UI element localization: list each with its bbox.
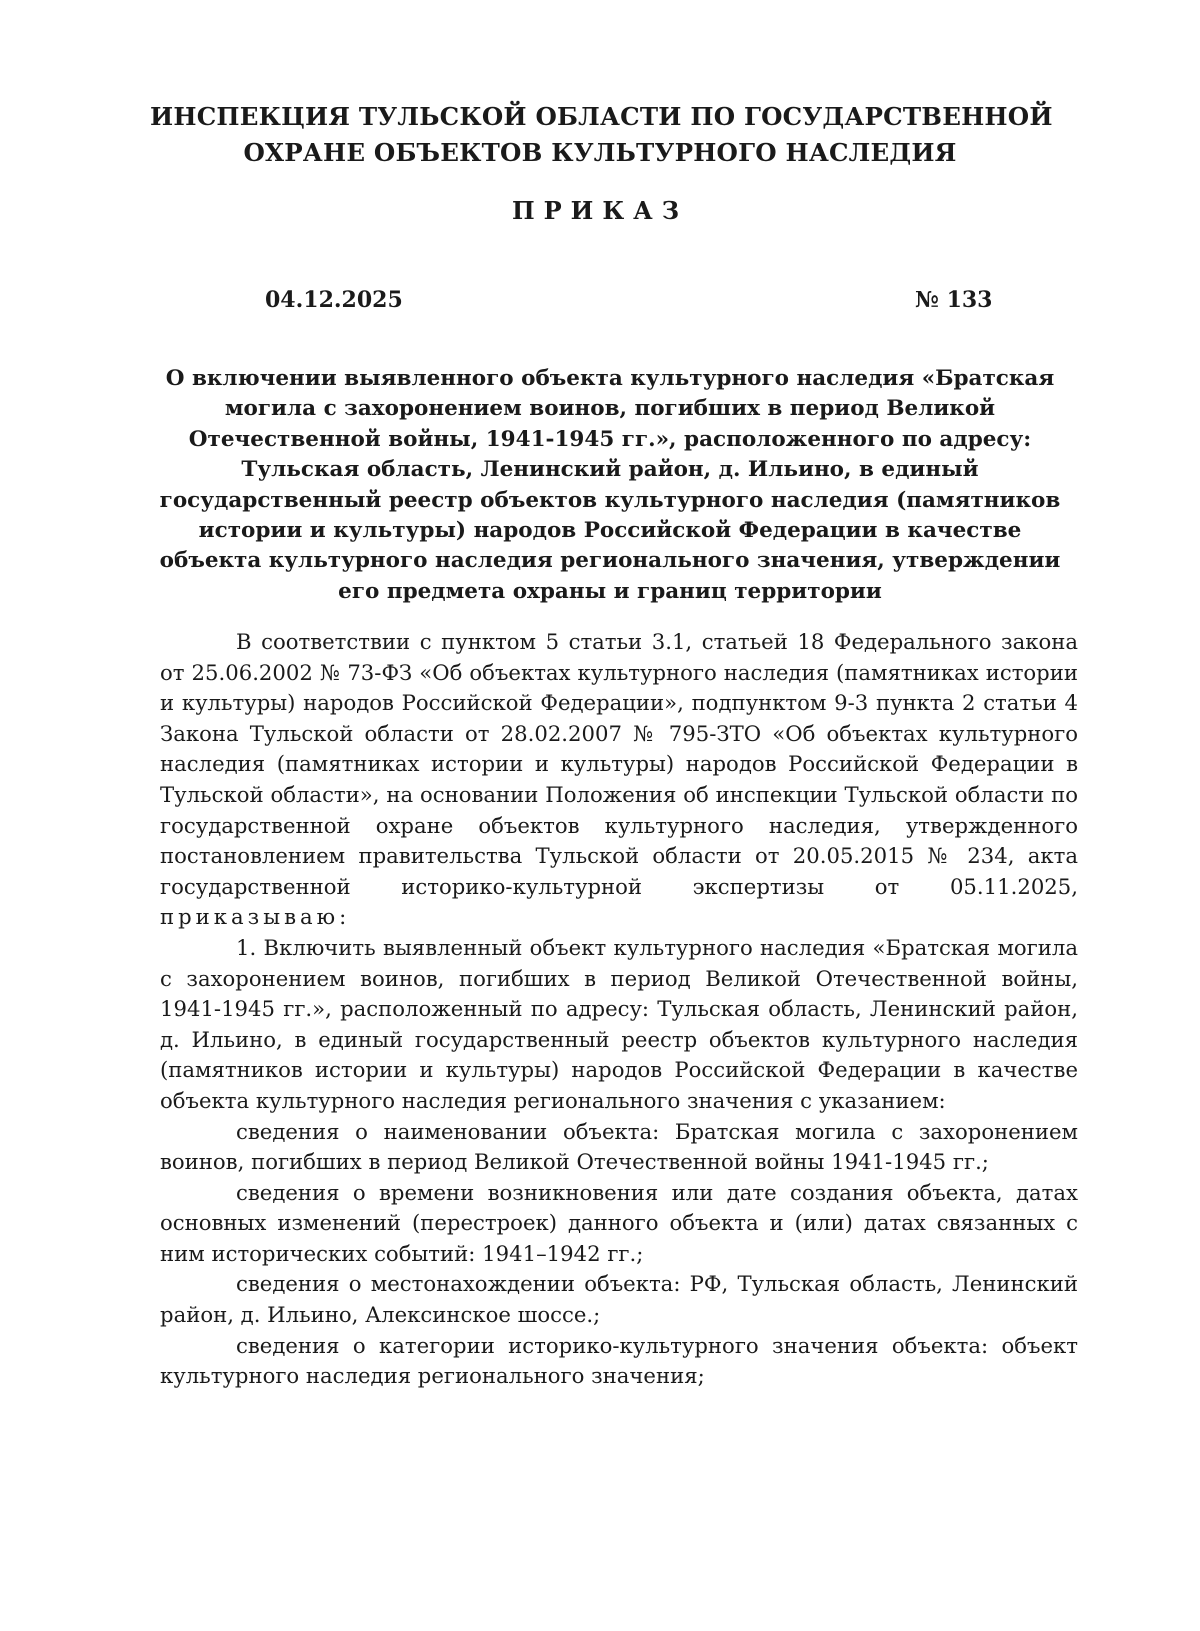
subject-line: могила с захоронением воинов, погибших в период Великой [224,396,996,422]
subject-line: его предмета охраны и границ территории [338,578,882,604]
subject-line: объекта культурного наследия регионального значения, утверждении [159,548,1061,574]
organization-title-line-2: ОХРАНЕ ОБЪЕКТОВ КУЛЬТУРНОГО НАСЛЕДИЯ [243,138,957,167]
item-1-paragraph: 1. Включить выявленный объект культурного наследия «Братская могила с захоронением воинов, погибших в период Великой Отечественной войны, 1941-1945 гг.», расположенный по адресу: Тульская область, Ленинский район, д. Ильино, в единый государственный реестр объектов культурного наследия (памятников истории и культуры) народов Российской Федерации в качестве объекта культурного наследия регионального значения с указанием: [160,934,1078,1113]
organization-title-line-1: ИНСПЕКЦИЯ ТУЛЬСКОЙ ОБЛАСТИ ПО ГОСУДАРСТВЕННОЙ [150,102,1053,131]
subject-line: Отечественной войны, 1941-1945 гг.», расположенного по адресу: [188,426,1032,452]
document-date: 04.12.2025 [265,287,403,313]
subject-line: О включении выявленного объекта культурного наследия «Братская [165,366,1055,391]
detail-name-paragraph: сведения о наименовании объекта: Братская могила с захоронением воинов, погибших в период Великой Отечественной войны 1941-1945 гг.; [160,1118,1078,1175]
document-number: № 133 [915,287,993,313]
order-subject [140,364,1080,607]
detail-dates-paragraph: сведения о времени возникновения или дате создания объекта, датах основных изменений (перестроек) данного объекта и (или) датах связанных с ним исторических событий: 1941–1942 гг.; [160,1179,1078,1266]
order-body [160,627,1078,1392]
document-type: ПРИКАЗ [511,196,689,225]
subject-line: истории и культуры) народов Российской Федерации в качестве [198,518,1022,544]
organization-title [150,99,1053,171]
preamble-text: В соответствии с пунктом 5 статьи 3.1, статьей 18 Федерального закона от 25.06.2002 № 73-ФЗ «Об объектах культурного наследия (памятниках истории и культуры) народов Российской Федерации», подпунктом 9-3 пункта 2 статьи 4 Закона Тульской области от 28.02.2007 № 795-ЗТО «Об объектах культурного наследия (памятниках истории и культуры) народов Российской Федерации в Тульской области», на основании Положения об инспекции Тульской области по государственной охране объектов культурного наследия, утвержденного постановлением правительства Тульской области от 20.05.2015 № 234, акта государственной историко-культурной экспертизы от 05.11.2025, [160,629,1078,899]
preamble-paragraph [160,627,1078,933]
detail-category-paragraph: сведения о категории историко-культурного значения объекта: объект культурного наследия регионального значения; [160,1332,1078,1389]
subject-line: государственный реестр объектов культурного наследия (памятников [159,487,1061,513]
subject-line: Тульская область, Ленинский район, д. Ильино, в единый [241,457,979,483]
order-word: приказываю: [160,904,351,930]
detail-location-paragraph: сведения о местонахождении объекта: РФ, Тульская область, Ленинский район, д. Ильино, Алексинское шоссе.; [160,1271,1078,1328]
